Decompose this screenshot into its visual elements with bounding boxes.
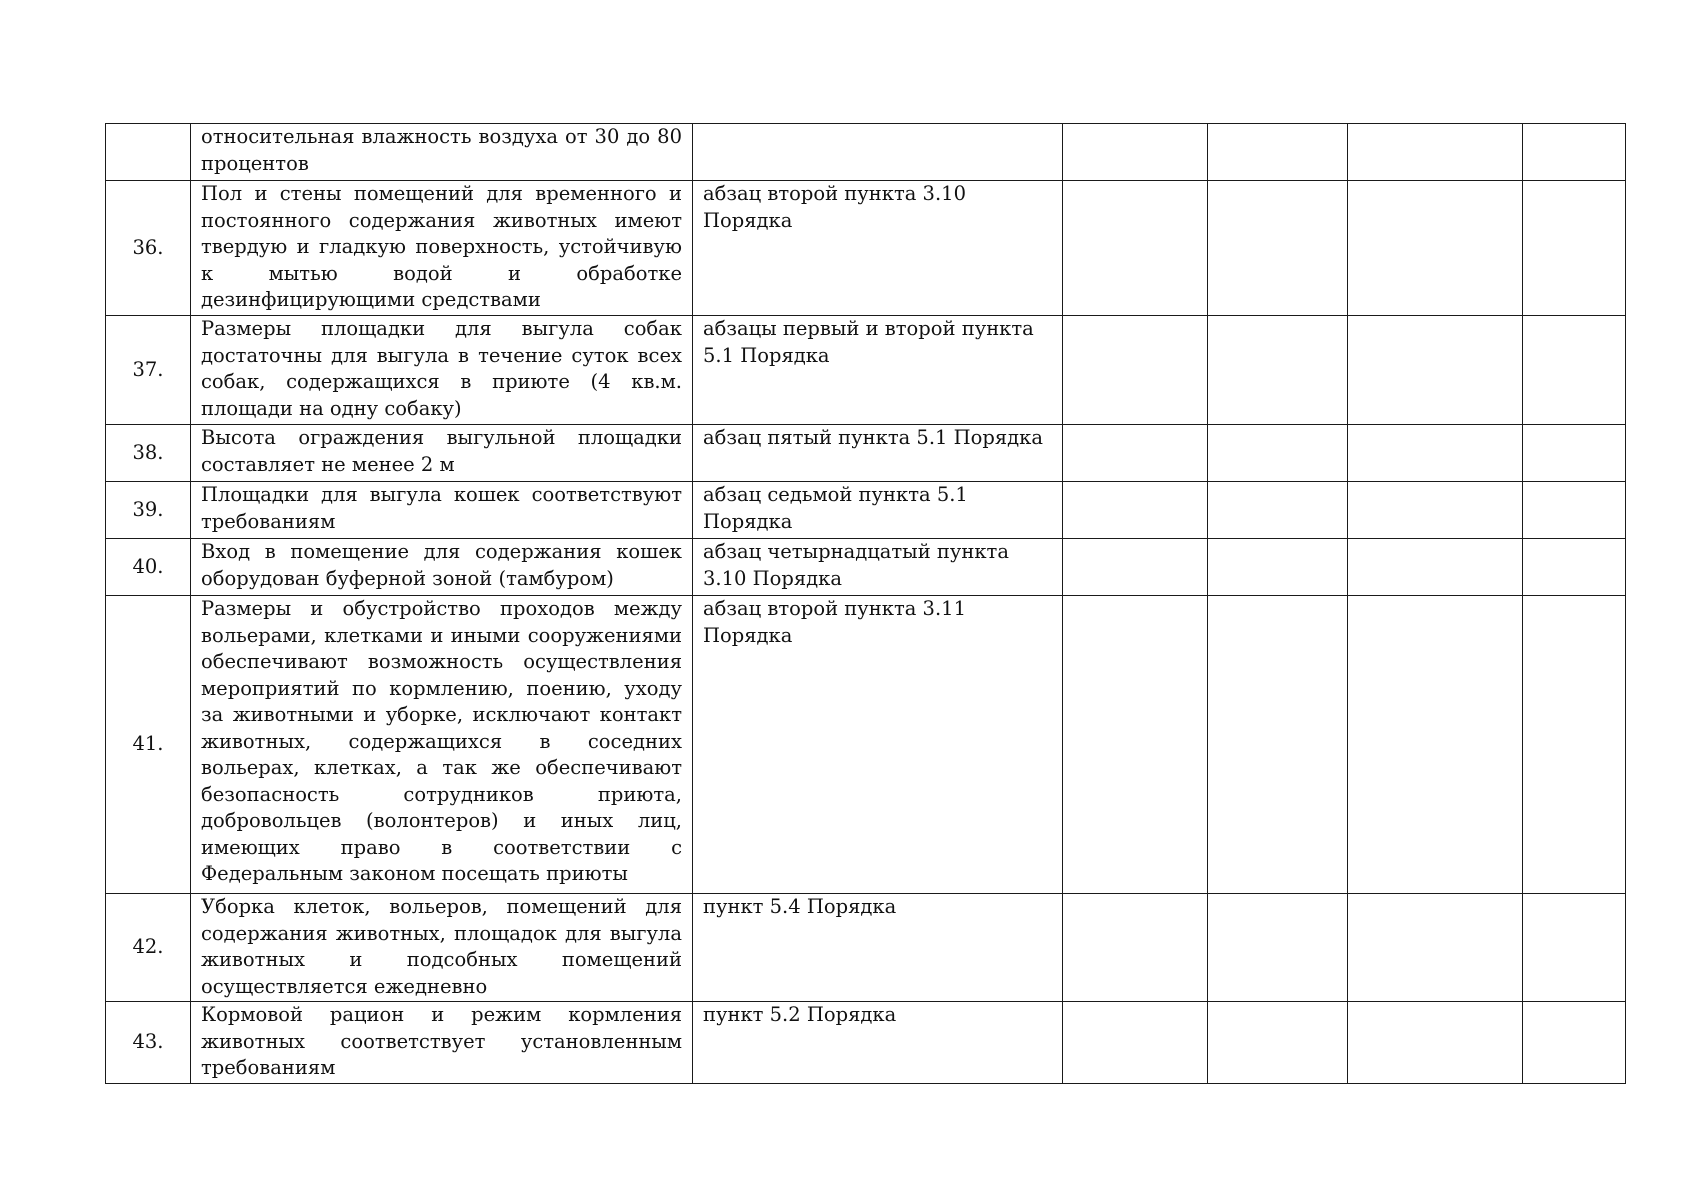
requirement-text: Площадки для выгула кошек соответствуют требованиям	[191, 482, 693, 539]
row-number: 36.	[106, 181, 191, 316]
answer-yes-cell	[1063, 482, 1208, 539]
answer-yes-cell	[1063, 596, 1208, 894]
answer-yes-cell	[1063, 425, 1208, 482]
answer-not-applicable-cell	[1348, 539, 1523, 596]
row-number	[106, 124, 191, 181]
requirement-text: Уборка клеток, вольеров, помещений для содержания животных, площадок для выгула животных и подсобных помещений осуществляется ежедневно	[191, 894, 693, 1002]
table-row	[106, 181, 1626, 316]
answer-no-cell	[1208, 596, 1348, 894]
answer-yes-cell	[1063, 894, 1208, 1002]
answer-not-applicable-cell	[1348, 596, 1523, 894]
row-number: 41.	[106, 596, 191, 894]
legal-reference: абзац второй пункта 3.10 Порядка	[693, 181, 1063, 316]
requirement-text: Размеры площадки для выгула собак достаточны для выгула в течение суток всех собак, содержащихся в приюте (4 кв.м. площади на одну собаку)	[191, 316, 693, 425]
requirement-text: относительная влажность воздуха от 30 до 80 процентов	[191, 124, 693, 181]
note-cell	[1523, 425, 1626, 482]
legal-reference: абзац пятый пункта 5.1 Порядка	[693, 425, 1063, 482]
answer-not-applicable-cell	[1348, 482, 1523, 539]
answer-no-cell	[1208, 482, 1348, 539]
note-cell	[1523, 1002, 1626, 1084]
document-page	[105, 123, 1625, 1084]
note-cell	[1523, 482, 1626, 539]
note-cell	[1523, 181, 1626, 316]
requirement-text: Вход в помещение для содержания кошек оборудован буферной зоной (тамбуром)	[191, 539, 693, 596]
answer-no-cell	[1208, 181, 1348, 316]
table-row	[106, 124, 1626, 181]
legal-reference: абзацы первый и второй пункта 5.1 Порядка	[693, 316, 1063, 425]
answer-yes-cell	[1063, 1002, 1208, 1084]
requirement-text: Размеры и обустройство проходов между вольерами, клетками и иными сооружениями обеспечивают возможность осуществления мероприятий по кормлению, поению, уходу за животными и уборке, исключают контакт животных, содержащихся в соседних вольерах, клетках, а так же обеспечивают безопасность сотрудников приюта, добровольцев (волонтеров) и иных лиц, имеющих право в соответствии с Федеральным законом посещать приюты	[191, 596, 693, 894]
legal-reference: пункт 5.4 Порядка	[693, 894, 1063, 1002]
row-number: 39.	[106, 482, 191, 539]
table-row	[106, 482, 1626, 539]
answer-not-applicable-cell	[1348, 1002, 1523, 1084]
answer-no-cell	[1208, 316, 1348, 425]
table-row	[106, 894, 1626, 1002]
checklist-table	[105, 123, 1626, 1084]
answer-yes-cell	[1063, 539, 1208, 596]
answer-no-cell	[1208, 539, 1348, 596]
row-number: 42.	[106, 894, 191, 1002]
answer-not-applicable-cell	[1348, 894, 1523, 1002]
legal-reference: абзац второй пункта 3.11 Порядка	[693, 596, 1063, 894]
legal-reference: абзац четырнадцатый пункта 3.10 Порядка	[693, 539, 1063, 596]
table-row	[106, 539, 1626, 596]
answer-yes-cell	[1063, 316, 1208, 425]
legal-reference	[693, 124, 1063, 181]
answer-no-cell	[1208, 124, 1348, 181]
answer-yes-cell	[1063, 181, 1208, 316]
note-cell	[1523, 596, 1626, 894]
answer-not-applicable-cell	[1348, 181, 1523, 316]
row-number: 38.	[106, 425, 191, 482]
table-row	[106, 1002, 1626, 1084]
requirement-text: Пол и стены помещений для временного и постоянного содержания животных имеют твердую и гладкую поверхность, устойчивую к мытью водой и обработке дезинфицирующими средствами	[191, 181, 693, 316]
answer-not-applicable-cell	[1348, 316, 1523, 425]
answer-no-cell	[1208, 425, 1348, 482]
answer-not-applicable-cell	[1348, 425, 1523, 482]
legal-reference: пункт 5.2 Порядка	[693, 1002, 1063, 1084]
requirement-text: Кормовой рацион и режим кормления животных соответствует установленным требованиям	[191, 1002, 693, 1084]
table-row	[106, 316, 1626, 425]
note-cell	[1523, 894, 1626, 1002]
note-cell	[1523, 316, 1626, 425]
row-number: 43.	[106, 1002, 191, 1084]
table-row	[106, 425, 1626, 482]
note-cell	[1523, 124, 1626, 181]
requirement-text: Высота ограждения выгульной площадки составляет не менее 2 м	[191, 425, 693, 482]
answer-not-applicable-cell	[1348, 124, 1523, 181]
row-number: 40.	[106, 539, 191, 596]
answer-no-cell	[1208, 894, 1348, 1002]
answer-yes-cell	[1063, 124, 1208, 181]
answer-no-cell	[1208, 1002, 1348, 1084]
table-row	[106, 596, 1626, 894]
legal-reference: абзац седьмой пункта 5.1 Порядка	[693, 482, 1063, 539]
note-cell	[1523, 539, 1626, 596]
row-number: 37.	[106, 316, 191, 425]
